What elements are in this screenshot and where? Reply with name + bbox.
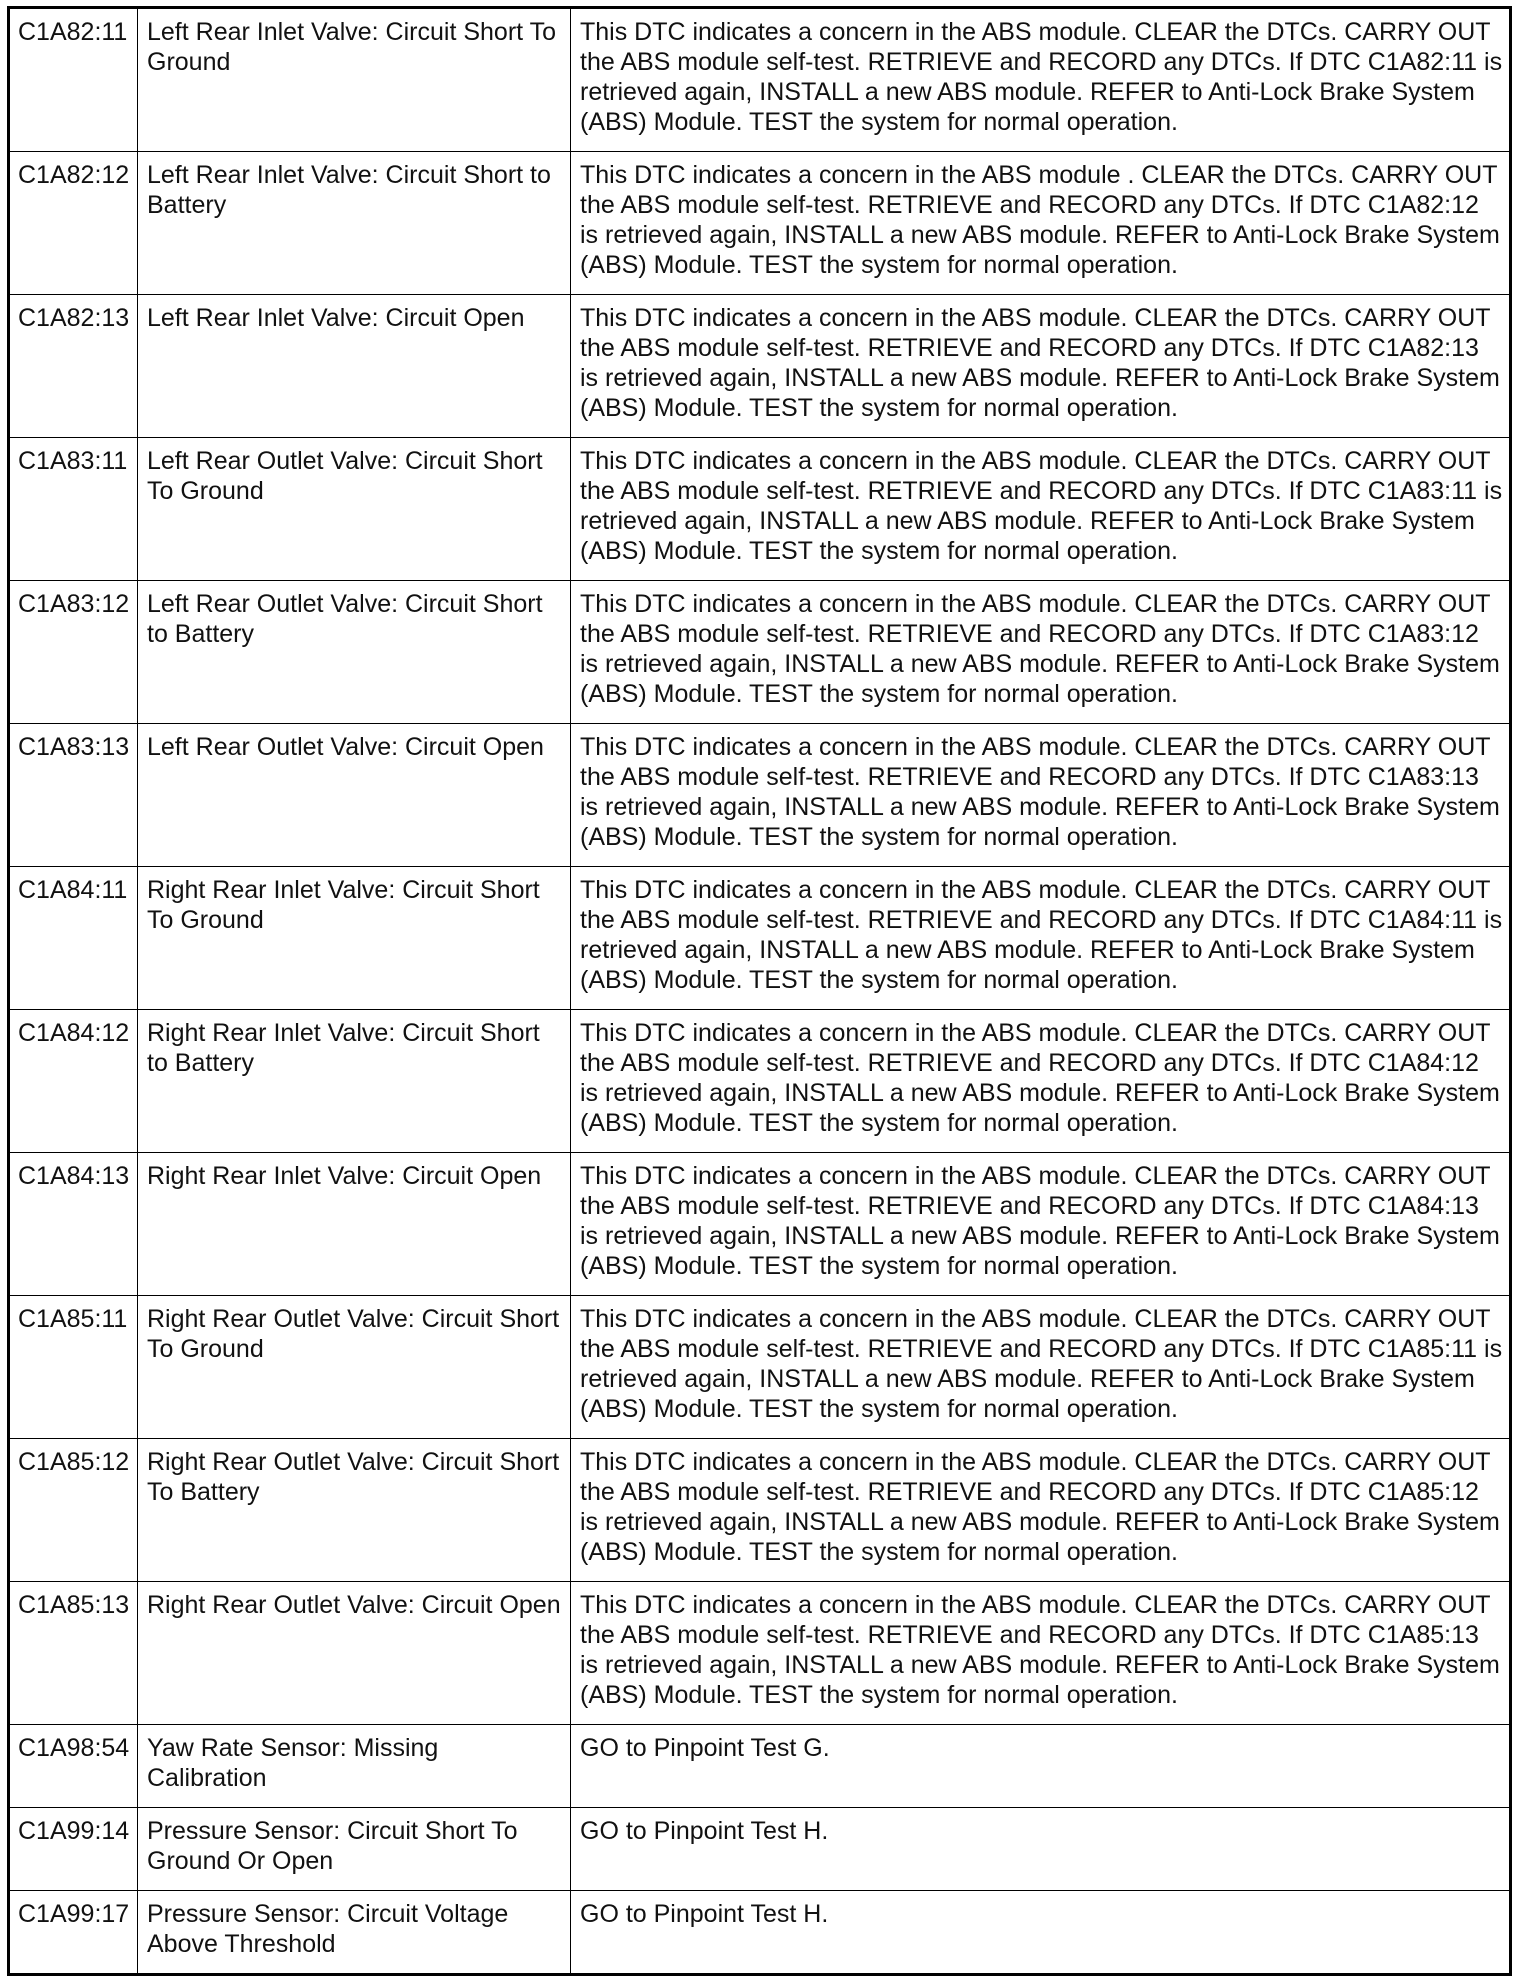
table-row	[9, 1725, 1511, 1808]
dtc-table	[7, 6, 1512, 1976]
dtc-description-cell: Right Rear Inlet Valve: Circuit Short to Battery	[138, 1010, 571, 1153]
table-row	[9, 295, 1511, 438]
dtc-action-cell: GO to Pinpoint Test G.	[571, 1725, 1511, 1808]
dtc-code-cell: C1A84:12	[9, 1010, 138, 1153]
dtc-code-cell: C1A84:13	[9, 1153, 138, 1296]
table-row	[9, 1808, 1511, 1891]
dtc-code-cell: C1A82:13	[9, 295, 138, 438]
dtc-description-cell: Right Rear Inlet Valve: Circuit Open	[138, 1153, 571, 1296]
dtc-description-cell: Right Rear Inlet Valve: Circuit Short To Ground	[138, 867, 571, 1010]
dtc-action-cell: This DTC indicates a concern in the ABS module. CLEAR the DTCs. CARRY OUT the ABS module self-test. RETRIEVE and RECORD any DTCs. If DTC C1A83:13 is retrieved again, INSTALL a new ABS module. REFER to Anti-Lock Brake System (ABS) Module. TEST the system for normal operation.	[571, 724, 1511, 867]
dtc-action-cell: This DTC indicates a concern in the ABS module. CLEAR the DTCs. CARRY OUT the ABS module self-test. RETRIEVE and RECORD any DTCs. If DTC C1A84:11 is retrieved again, INSTALL a new ABS module. REFER to Anti-Lock Brake System (ABS) Module. TEST the system for normal operation.	[571, 867, 1511, 1010]
table-row	[9, 1439, 1511, 1582]
dtc-code-cell: C1A85:12	[9, 1439, 138, 1582]
dtc-description-cell: Yaw Rate Sensor: Missing Calibration	[138, 1725, 571, 1808]
dtc-action-cell: This DTC indicates a concern in the ABS module. CLEAR the DTCs. CARRY OUT the ABS module self-test. RETRIEVE and RECORD any DTCs. If DTC C1A84:12 is retrieved again, INSTALL a new ABS module. REFER to Anti-Lock Brake System (ABS) Module. TEST the system for normal operation.	[571, 1010, 1511, 1153]
table-row	[9, 438, 1511, 581]
dtc-description-cell: Left Rear Inlet Valve: Circuit Short to Battery	[138, 152, 571, 295]
dtc-code-cell: C1A98:54	[9, 1725, 138, 1808]
dtc-code-cell: C1A82:12	[9, 152, 138, 295]
table-row	[9, 1153, 1511, 1296]
dtc-action-cell: This DTC indicates a concern in the ABS module. CLEAR the DTCs. CARRY OUT the ABS module self-test. RETRIEVE and RECORD any DTCs. If DTC C1A85:11 is retrieved again, INSTALL a new ABS module. REFER to Anti-Lock Brake System (ABS) Module. TEST the system for normal operation.	[571, 1296, 1511, 1439]
dtc-code-cell: C1A85:13	[9, 1582, 138, 1725]
dtc-code-cell: C1A83:11	[9, 438, 138, 581]
dtc-action-cell: This DTC indicates a concern in the ABS module. CLEAR the DTCs. CARRY OUT the ABS module self-test. RETRIEVE and RECORD any DTCs. If DTC C1A85:13 is retrieved again, INSTALL a new ABS module. REFER to Anti-Lock Brake System (ABS) Module. TEST the system for normal operation.	[571, 1582, 1511, 1725]
dtc-description-cell: Pressure Sensor: Circuit Short To Ground Or Open	[138, 1808, 571, 1891]
table-row	[9, 152, 1511, 295]
table-row	[9, 724, 1511, 867]
dtc-action-cell: This DTC indicates a concern in the ABS module. CLEAR the DTCs. CARRY OUT the ABS module self-test. RETRIEVE and RECORD any DTCs. If DTC C1A84:13 is retrieved again, INSTALL a new ABS module. REFER to Anti-Lock Brake System (ABS) Module. TEST the system for normal operation.	[571, 1153, 1511, 1296]
dtc-description-cell: Right Rear Outlet Valve: Circuit Open	[138, 1582, 571, 1725]
dtc-code-cell: C1A85:11	[9, 1296, 138, 1439]
table-row	[9, 1296, 1511, 1439]
dtc-description-cell: Right Rear Outlet Valve: Circuit Short To Ground	[138, 1296, 571, 1439]
table-row	[9, 581, 1511, 724]
dtc-action-cell: This DTC indicates a concern in the ABS module. CLEAR the DTCs. CARRY OUT the ABS module self-test. RETRIEVE and RECORD any DTCs. If DTC C1A83:12 is retrieved again, INSTALL a new ABS module. REFER to Anti-Lock Brake System (ABS) Module. TEST the system for normal operation.	[571, 581, 1511, 724]
dtc-description-cell: Left Rear Outlet Valve: Circuit Open	[138, 724, 571, 867]
dtc-action-cell: GO to Pinpoint Test H.	[571, 1808, 1511, 1891]
dtc-description-cell: Right Rear Outlet Valve: Circuit Short To Battery	[138, 1439, 571, 1582]
dtc-code-cell: C1A84:11	[9, 867, 138, 1010]
dtc-code-cell: C1A83:12	[9, 581, 138, 724]
table-row	[9, 8, 1511, 152]
dtc-description-cell: Left Rear Inlet Valve: Circuit Open	[138, 295, 571, 438]
dtc-code-cell: C1A83:13	[9, 724, 138, 867]
dtc-code-cell: C1A99:14	[9, 1808, 138, 1891]
dtc-description-cell: Left Rear Inlet Valve: Circuit Short To Ground	[138, 8, 571, 152]
table-row	[9, 867, 1511, 1010]
dtc-description-cell: Left Rear Outlet Valve: Circuit Short to Battery	[138, 581, 571, 724]
dtc-action-cell: GO to Pinpoint Test H.	[571, 1891, 1511, 1975]
table-row	[9, 1891, 1511, 1975]
dtc-description-cell: Left Rear Outlet Valve: Circuit Short To Ground	[138, 438, 571, 581]
dtc-action-cell: This DTC indicates a concern in the ABS module . CLEAR the DTCs. CARRY OUT the ABS module self-test. RETRIEVE and RECORD any DTCs. If DTC C1A82:12 is retrieved again, INSTALL a new ABS module. REFER to Anti-Lock Brake System (ABS) Module. TEST the system for normal operation.	[571, 152, 1511, 295]
dtc-code-cell: C1A99:17	[9, 1891, 138, 1975]
dtc-action-cell: This DTC indicates a concern in the ABS module. CLEAR the DTCs. CARRY OUT the ABS module self-test. RETRIEVE and RECORD any DTCs. If DTC C1A82:13 is retrieved again, INSTALL a new ABS module. REFER to Anti-Lock Brake System (ABS) Module. TEST the system for normal operation.	[571, 295, 1511, 438]
dtc-action-cell: This DTC indicates a concern in the ABS module. CLEAR the DTCs. CARRY OUT the ABS module self-test. RETRIEVE and RECORD any DTCs. If DTC C1A82:11 is retrieved again, INSTALL a new ABS module. REFER to Anti-Lock Brake System (ABS) Module. TEST the system for normal operation.	[571, 8, 1511, 152]
dtc-description-cell: Pressure Sensor: Circuit Voltage Above Threshold	[138, 1891, 571, 1975]
table-row	[9, 1582, 1511, 1725]
dtc-action-cell: This DTC indicates a concern in the ABS module. CLEAR the DTCs. CARRY OUT the ABS module self-test. RETRIEVE and RECORD any DTCs. If DTC C1A83:11 is retrieved again, INSTALL a new ABS module. REFER to Anti-Lock Brake System (ABS) Module. TEST the system for normal operation.	[571, 438, 1511, 581]
table-row	[9, 1010, 1511, 1153]
dtc-action-cell: This DTC indicates a concern in the ABS module. CLEAR the DTCs. CARRY OUT the ABS module self-test. RETRIEVE and RECORD any DTCs. If DTC C1A85:12 is retrieved again, INSTALL a new ABS module. REFER to Anti-Lock Brake System (ABS) Module. TEST the system for normal operation.	[571, 1439, 1511, 1582]
dtc-code-cell: C1A82:11	[9, 8, 138, 152]
